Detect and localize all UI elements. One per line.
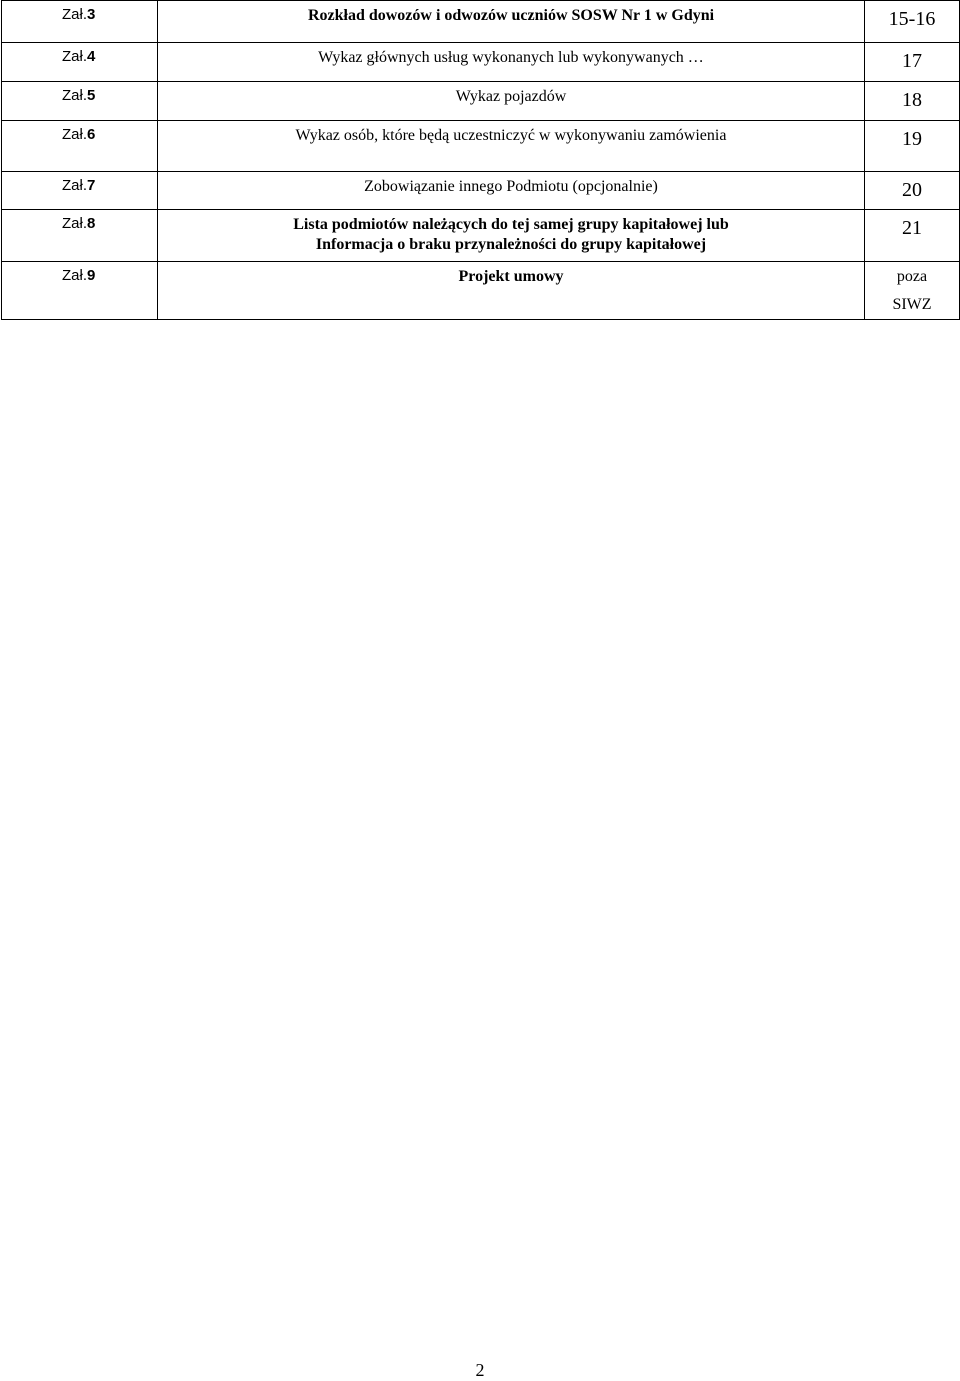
attachment-number: 3: [87, 6, 96, 23]
attachment-number-cell: [2, 43, 158, 82]
page-cell: [865, 210, 960, 262]
page-ref: 17: [902, 50, 922, 72]
page-ref: 15-16: [888, 8, 936, 30]
table-row: [2, 1, 960, 43]
attachment-title-cell: [158, 121, 865, 172]
attachment-title-cell: [158, 43, 865, 82]
attachment-prefix: Zał.: [62, 215, 88, 232]
attachment-title-line2: Informacja o braku przynależności do grupy kapitałowej: [315, 236, 707, 253]
attachment-title: Rozkład dowozów i odwozów uczniów SOSW Nr 1 w Gdyni: [307, 7, 715, 24]
table-row: [2, 210, 960, 262]
table-row: [2, 262, 960, 320]
page-ref-line2: SIWZ: [892, 296, 932, 313]
attachment-prefix: Zał.: [62, 6, 88, 23]
attachment-number: 5: [87, 87, 96, 104]
table-row: [2, 43, 960, 82]
attachment-number-cell: [2, 1, 158, 43]
attachment-prefix: Zał.: [62, 177, 88, 194]
attachment-prefix: Zał.: [62, 267, 88, 284]
page-ref: 20: [902, 179, 922, 201]
attachment-number: 6: [87, 126, 96, 143]
attachment-number-cell: [2, 262, 158, 320]
table-row: [2, 82, 960, 121]
page-ref: 18: [902, 89, 922, 111]
attachment-prefix: Zał.: [62, 87, 88, 104]
attachment-number: 8: [87, 215, 96, 232]
attachment-number: 7: [87, 177, 96, 194]
attachment-title: Wykaz pojazdów: [455, 88, 567, 105]
attachment-title: Lista podmiotów należących do tej samej grupy kapitałowej lub: [293, 216, 729, 233]
attachment-number: 4: [87, 48, 96, 65]
attachments-table: [1, 0, 960, 320]
page-cell: [865, 172, 960, 210]
attachment-title: Projekt umowy: [458, 268, 564, 285]
page-ref: poza: [896, 268, 928, 285]
attachment-prefix: Zał.: [62, 48, 88, 65]
attachment-number: 9: [87, 267, 96, 284]
attachment-title-cell: [158, 1, 865, 43]
attachment-title: Wykaz głównych usług wykonanych lub wykonywanych …: [318, 49, 704, 66]
attachment-title-cell: [158, 210, 865, 262]
page-cell: [865, 121, 960, 172]
page-cell: [865, 262, 960, 320]
page-cell: [865, 1, 960, 43]
attachment-prefix: Zał.: [62, 126, 88, 143]
attachment-number-cell: [2, 210, 158, 262]
table-row: [2, 172, 960, 210]
attachment-title-cell: [158, 82, 865, 121]
attachment-title: Zobowiązanie innego Podmiotu (opcjonalnie): [364, 178, 658, 195]
attachment-title: Wykaz osób, które będą uczestniczyć w wykonywaniu zamówienia: [295, 127, 727, 144]
attachment-title-cell: [158, 172, 865, 210]
attachment-number-cell: [2, 82, 158, 121]
page-cell: [865, 82, 960, 121]
page-number: 2: [475, 1360, 485, 1380]
attachment-number-cell: [2, 172, 158, 210]
page-ref: 19: [902, 128, 922, 150]
attachment-number-cell: [2, 121, 158, 172]
page-cell: [865, 43, 960, 82]
table-row: [2, 121, 960, 172]
page-ref: 21: [902, 217, 922, 239]
attachment-title-cell: [158, 262, 865, 320]
